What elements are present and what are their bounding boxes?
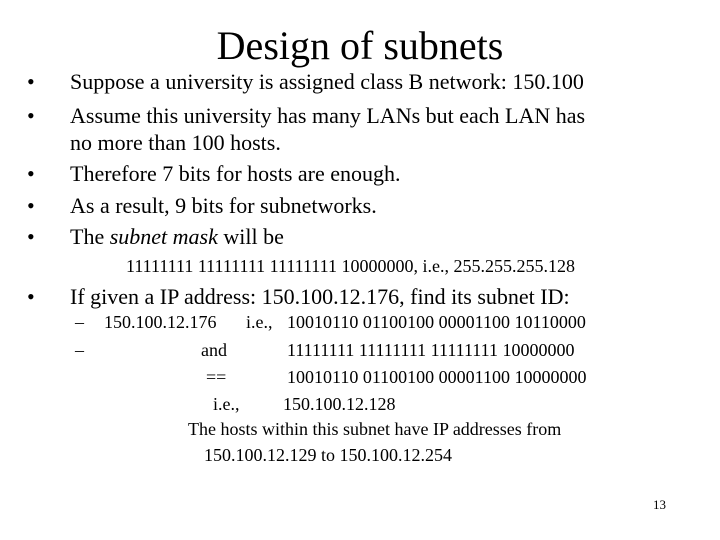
result-dotted: 150.100.12.128 [283,394,396,414]
bullet-marker: • [27,224,35,249]
bullet-mask-suffix: will be [217,224,284,249]
bullet-marker: • [27,69,35,94]
bullet-mask-prefix: The [70,224,110,249]
ip-binary: 10010110 01100100 00001100 10110000 [287,312,586,332]
bullet-marker: • [27,193,35,218]
equals-label: == [206,367,227,387]
bullet-lans-cont: no more than 100 hosts. [70,130,281,155]
bullet-marker: • [27,161,35,186]
mask-binary: 11111111 11111111 11111111 10000000 [287,340,575,360]
bullet-host-bits: Therefore 7 bits for hosts are enough. [70,161,401,186]
dash-marker: – [75,340,84,360]
dash-marker: – [75,312,84,332]
hosts-range-values: 150.100.12.129 to 150.100.12.254 [204,445,453,465]
ip-dotted: 150.100.12.176 [104,312,217,332]
ie-label: i.e., [213,394,240,414]
subnet-mask-term: subnet mask [109,224,218,249]
slide-title: Design of subnets [216,23,504,68]
bullet-network: Suppose a university is assigned class B network: 150.100 [70,69,584,94]
bullet-question: If given a IP address: 150.100.12.176, find its subnet ID: [70,284,570,309]
page-number: 13 [653,497,666,512]
bullet-lans: Assume this university has many LANs but each LAN has [70,103,586,128]
bullet-marker: • [27,284,35,309]
bullet-mask [70,223,284,250]
and-label: and [201,340,227,360]
result-binary: 10010110 01100100 00001100 10000000 [287,367,587,387]
bullet-subnet-bits: As a result, 9 bits for subnetworks. [70,193,377,218]
ie-label: i.e., [246,312,273,332]
mask-binary-line: 11111111 11111111 11111111 10000000, i.e., 255.255.255.128 [126,256,575,276]
hosts-range-line: The hosts within this subnet have IP addresses from [188,419,562,439]
bullet-marker: • [27,103,35,128]
